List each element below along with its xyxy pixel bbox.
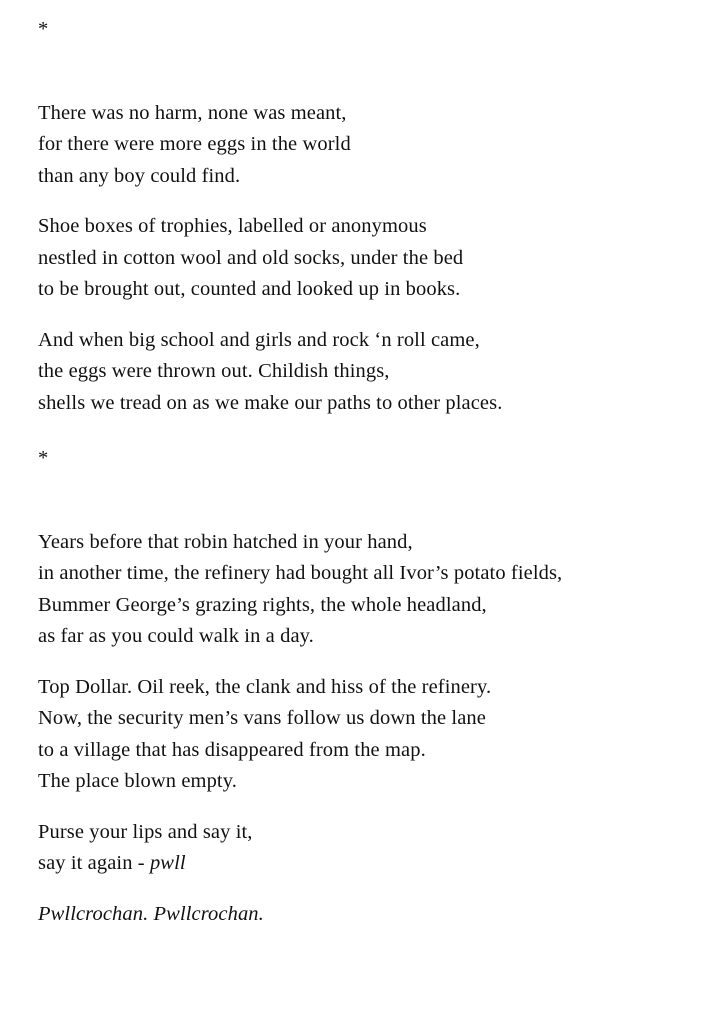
poem-line-italic: Pwllcrochan. Pwllcrochan. (38, 902, 264, 925)
poem-line: Purse your lips and say it, (38, 820, 253, 843)
stanza-6 (38, 817, 658, 880)
poem-line: than any boy could find. (38, 164, 241, 187)
poem-line-roman-part: say it again - (38, 852, 150, 874)
poem-line: Top Dollar. Oil reek, the clank and hiss of the refinery. (38, 675, 492, 698)
asterisk-separator: * (38, 447, 49, 469)
stanza-5 (38, 672, 658, 798)
stanza-2 (38, 211, 658, 306)
poem-line: The place blown empty. (38, 770, 237, 792)
poem-line: for there were more eggs in the world (38, 133, 351, 155)
poem-line: as far as you could walk in a day. (38, 625, 314, 647)
stanza-7 (38, 899, 658, 931)
poem-line: in another time, the refinery had bought all Ivor’s potato fields, (38, 562, 563, 584)
poem-line: There was no harm, none was meant, (38, 101, 347, 124)
stanza-1 (38, 98, 658, 193)
poem-line-italic-word: pwll (149, 852, 186, 874)
poem-line: to a village that has disappeared from the map. (38, 738, 426, 761)
poem-line: And when big school and girls and rock ‘n roll came, (38, 328, 480, 351)
stanza-3 (38, 325, 658, 420)
asterisk-separator: * (38, 18, 49, 40)
poem-line: shells we tread on as we make our paths to other places. (38, 391, 503, 414)
poem-line: Bummer George’s grazing rights, the whole headland, (38, 593, 487, 616)
poem-line: the eggs were thrown out. Childish things, (38, 360, 390, 382)
section-separator-1 (38, 14, 658, 46)
stanza-4 (38, 527, 658, 653)
poem-line: nestled in cotton wool and old socks, under the bed (38, 246, 464, 269)
poem-line: to be brought out, counted and looked up in books. (38, 278, 461, 300)
poem-line: Now, the security men’s vans follow us down the lane (38, 707, 486, 729)
poem-body (38, 14, 658, 949)
poem-line-mixed (38, 848, 658, 880)
section-separator-2 (38, 443, 658, 475)
poem-line: Shoe boxes of trophies, labelled or anonymous (38, 215, 427, 237)
poem-line: Years before that robin hatched in your hand, (38, 530, 413, 553)
